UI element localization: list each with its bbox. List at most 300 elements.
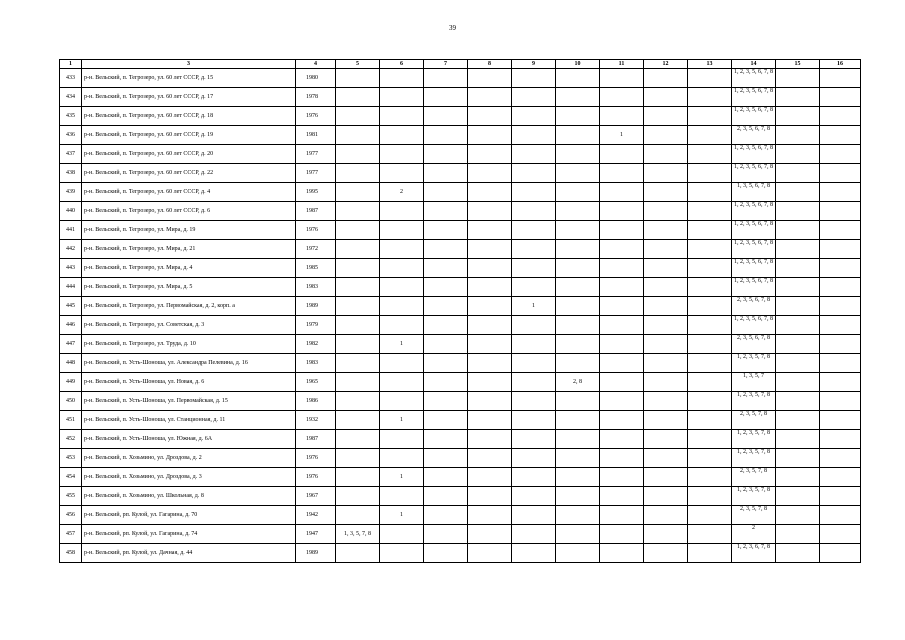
- col12-cell: [644, 335, 688, 354]
- col15-cell: [776, 107, 820, 126]
- col8-cell: [468, 164, 512, 183]
- col14-cell: 1, 2, 3, 5, 6, 7, 8: [732, 278, 776, 297]
- address-cell: р-н. Вельский, п. Тегрозеро, ул. Советская, д. 3: [82, 316, 296, 335]
- col10-cell: [556, 487, 600, 506]
- address-cell: р-н. Вельский, рп. Кулой, ул. Дачная, д. 44: [82, 544, 296, 563]
- col11-cell: [600, 164, 644, 183]
- col10-cell: [556, 259, 600, 278]
- col13-cell: [688, 259, 732, 278]
- col14-cell: 1, 2, 3, 5, 6, 7, 8: [732, 259, 776, 278]
- col11-cell: 1: [600, 126, 644, 145]
- col7-cell: [424, 335, 468, 354]
- col11-cell: [600, 487, 644, 506]
- col5-cell: [336, 506, 380, 525]
- col13-cell: [688, 335, 732, 354]
- col5-cell: [336, 88, 380, 107]
- year-cell: 1932: [296, 411, 336, 430]
- row-number: 449: [60, 373, 82, 392]
- col13-cell: [688, 544, 732, 563]
- col6-cell: 1: [380, 411, 424, 430]
- col16-cell: [820, 88, 861, 107]
- col11-cell: [600, 240, 644, 259]
- col7-cell: [424, 88, 468, 107]
- col13-cell: [688, 297, 732, 316]
- col10-cell: [556, 69, 600, 88]
- col12-cell: [644, 221, 688, 240]
- col13-cell: [688, 411, 732, 430]
- row-number: 456: [60, 506, 82, 525]
- col8-cell: [468, 335, 512, 354]
- year-cell: 1976: [296, 468, 336, 487]
- col8-cell: [468, 278, 512, 297]
- col8-cell: [468, 525, 512, 544]
- col11-cell: [600, 278, 644, 297]
- col16-cell: [820, 411, 861, 430]
- col5-cell: [336, 468, 380, 487]
- col12-cell: [644, 240, 688, 259]
- col12-cell: [644, 506, 688, 525]
- year-cell: 1976: [296, 221, 336, 240]
- year-cell: 1986: [296, 392, 336, 411]
- col16-cell: [820, 316, 861, 335]
- col11-cell: [600, 202, 644, 221]
- col15-cell: [776, 297, 820, 316]
- col7-cell: [424, 202, 468, 221]
- col13-cell: [688, 107, 732, 126]
- column-header: 6: [380, 60, 424, 69]
- col7-cell: [424, 392, 468, 411]
- col15-cell: [776, 221, 820, 240]
- col14-cell: 2, 3, 5, 6, 7, 8: [732, 126, 776, 145]
- col10-cell: [556, 354, 600, 373]
- col11-cell: [600, 88, 644, 107]
- col5-cell: [336, 183, 380, 202]
- col9-cell: [512, 259, 556, 278]
- col5-cell: [336, 335, 380, 354]
- col12-cell: [644, 259, 688, 278]
- address-cell: р-н. Вельский, п. Хозьмино, ул. Дроздова, д. 3: [82, 468, 296, 487]
- col7-cell: [424, 69, 468, 88]
- col9-cell: [512, 202, 556, 221]
- col12-cell: [644, 544, 688, 563]
- row-number: 454: [60, 468, 82, 487]
- col6-cell: [380, 373, 424, 392]
- col11-cell: [600, 259, 644, 278]
- address-cell: р-н. Вельский, п. Тегрозеро, ул. 60 лет СССР, д. 22: [82, 164, 296, 183]
- col9-cell: [512, 506, 556, 525]
- col10-cell: [556, 430, 600, 449]
- col10-cell: [556, 183, 600, 202]
- col6-cell: [380, 126, 424, 145]
- col8-cell: [468, 240, 512, 259]
- col8-cell: [468, 69, 512, 88]
- col15-cell: [776, 126, 820, 145]
- col6-cell: 2: [380, 183, 424, 202]
- col14-cell: 1, 3, 5, 6, 7, 8: [732, 183, 776, 202]
- col15-cell: [776, 525, 820, 544]
- row-number: 446: [60, 316, 82, 335]
- table-row: [60, 202, 861, 221]
- col16-cell: [820, 297, 861, 316]
- col8-cell: [468, 221, 512, 240]
- col13-cell: [688, 468, 732, 487]
- col15-cell: [776, 544, 820, 563]
- col10-cell: [556, 240, 600, 259]
- col16-cell: [820, 107, 861, 126]
- year-cell: 1977: [296, 164, 336, 183]
- col7-cell: [424, 411, 468, 430]
- col8-cell: [468, 468, 512, 487]
- col11-cell: [600, 411, 644, 430]
- column-header: 16: [820, 60, 861, 69]
- table-row: [60, 221, 861, 240]
- table-row: [60, 88, 861, 107]
- col14-cell: 1, 2, 3, 5, 6, 7, 8: [732, 88, 776, 107]
- table-row: [60, 69, 861, 88]
- col11-cell: [600, 69, 644, 88]
- col5-cell: [336, 297, 380, 316]
- address-cell: р-н. Вельский, п. Тегрозеро, ул. Мира, д. 19: [82, 221, 296, 240]
- col9-cell: [512, 278, 556, 297]
- year-cell: 1982: [296, 335, 336, 354]
- col5-cell: [336, 373, 380, 392]
- col6-cell: [380, 392, 424, 411]
- table-row: [60, 164, 861, 183]
- table-row: [60, 544, 861, 563]
- col9-cell: [512, 335, 556, 354]
- column-header: 7: [424, 60, 468, 69]
- row-number: 453: [60, 449, 82, 468]
- table-row: [60, 525, 861, 544]
- col16-cell: [820, 506, 861, 525]
- col7-cell: [424, 354, 468, 373]
- col7-cell: [424, 183, 468, 202]
- year-cell: 1972: [296, 240, 336, 259]
- col10-cell: [556, 411, 600, 430]
- address-cell: р-н. Вельский, п. Тегрозеро, ул. 60 лет СССР, д. 4: [82, 183, 296, 202]
- row-number: 448: [60, 354, 82, 373]
- table-row: [60, 392, 861, 411]
- col15-cell: [776, 487, 820, 506]
- col11-cell: [600, 449, 644, 468]
- col6-cell: [380, 164, 424, 183]
- col11-cell: [600, 506, 644, 525]
- col10-cell: [556, 164, 600, 183]
- col7-cell: [424, 468, 468, 487]
- col14-cell: 2, 3, 5, 7, 8: [732, 506, 776, 525]
- year-cell: 1995: [296, 183, 336, 202]
- col9-cell: 1: [512, 297, 556, 316]
- col12-cell: [644, 487, 688, 506]
- col14-cell: 2, 3, 5, 6, 7, 8: [732, 335, 776, 354]
- year-cell: 1989: [296, 297, 336, 316]
- col5-cell: 1, 3, 5, 7, 8: [336, 525, 380, 544]
- col13-cell: [688, 126, 732, 145]
- col9-cell: [512, 449, 556, 468]
- address-cell: р-н. Вельский, п. Тегрозеро, ул. Мира, д. 4: [82, 259, 296, 278]
- col15-cell: [776, 392, 820, 411]
- col13-cell: [688, 487, 732, 506]
- row-number: 457: [60, 525, 82, 544]
- col10-cell: [556, 278, 600, 297]
- col5-cell: [336, 69, 380, 88]
- row-number: 451: [60, 411, 82, 430]
- year-cell: 1987: [296, 202, 336, 221]
- table-row: [60, 430, 861, 449]
- col13-cell: [688, 373, 732, 392]
- col11-cell: [600, 373, 644, 392]
- col7-cell: [424, 107, 468, 126]
- col7-cell: [424, 240, 468, 259]
- col8-cell: [468, 449, 512, 468]
- col6-cell: [380, 69, 424, 88]
- col10-cell: [556, 126, 600, 145]
- col16-cell: [820, 69, 861, 88]
- column-header: 13: [688, 60, 732, 69]
- row-number: 452: [60, 430, 82, 449]
- building-registry-table: [59, 59, 861, 563]
- col15-cell: [776, 373, 820, 392]
- year-cell: 1979: [296, 316, 336, 335]
- col13-cell: [688, 392, 732, 411]
- col13-cell: [688, 69, 732, 88]
- table-row: [60, 506, 861, 525]
- col7-cell: [424, 259, 468, 278]
- col15-cell: [776, 183, 820, 202]
- col11-cell: [600, 430, 644, 449]
- col5-cell: [336, 107, 380, 126]
- col9-cell: [512, 183, 556, 202]
- col14-cell: 1, 2, 3, 5, 7, 8: [732, 487, 776, 506]
- col8-cell: [468, 126, 512, 145]
- year-cell: 1985: [296, 259, 336, 278]
- column-header: 8: [468, 60, 512, 69]
- row-number: 435: [60, 107, 82, 126]
- address-cell: р-н. Вельский, п. Усть-Шоноша, ул. Новая, д. 6: [82, 373, 296, 392]
- col12-cell: [644, 278, 688, 297]
- col16-cell: [820, 259, 861, 278]
- col9-cell: [512, 221, 556, 240]
- col8-cell: [468, 544, 512, 563]
- col16-cell: [820, 202, 861, 221]
- col9-cell: [512, 411, 556, 430]
- year-cell: 1980: [296, 69, 336, 88]
- table-row: [60, 354, 861, 373]
- table-row: [60, 145, 861, 164]
- col16-cell: [820, 145, 861, 164]
- col8-cell: [468, 487, 512, 506]
- col6-cell: [380, 278, 424, 297]
- col7-cell: [424, 164, 468, 183]
- row-number: 440: [60, 202, 82, 221]
- year-cell: 1981: [296, 126, 336, 145]
- col13-cell: [688, 316, 732, 335]
- row-number: 442: [60, 240, 82, 259]
- col16-cell: [820, 278, 861, 297]
- col12-cell: [644, 145, 688, 164]
- col6-cell: 1: [380, 335, 424, 354]
- year-cell: 1989: [296, 544, 336, 563]
- address-cell: р-н. Вельский, п. Тегрозеро, ул. 60 лет СССР, д. 17: [82, 88, 296, 107]
- col6-cell: [380, 316, 424, 335]
- col8-cell: [468, 259, 512, 278]
- col14-cell: 2, 3, 5, 7, 8: [732, 411, 776, 430]
- col8-cell: [468, 183, 512, 202]
- col6-cell: [380, 221, 424, 240]
- col12-cell: [644, 392, 688, 411]
- col13-cell: [688, 145, 732, 164]
- col15-cell: [776, 430, 820, 449]
- col13-cell: [688, 240, 732, 259]
- col9-cell: [512, 373, 556, 392]
- col14-cell: 1, 2, 3, 6, 7, 8: [732, 544, 776, 563]
- col16-cell: [820, 354, 861, 373]
- row-number: 445: [60, 297, 82, 316]
- col10-cell: [556, 506, 600, 525]
- col8-cell: [468, 430, 512, 449]
- col8-cell: [468, 202, 512, 221]
- address-cell: р-н. Вельский, п. Усть-Шоноша, ул. Станционная, д. 11: [82, 411, 296, 430]
- col10-cell: [556, 202, 600, 221]
- col9-cell: [512, 392, 556, 411]
- col7-cell: [424, 373, 468, 392]
- col6-cell: [380, 487, 424, 506]
- col13-cell: [688, 354, 732, 373]
- col12-cell: [644, 449, 688, 468]
- col9-cell: [512, 126, 556, 145]
- col12-cell: [644, 126, 688, 145]
- col12-cell: [644, 354, 688, 373]
- col11-cell: [600, 145, 644, 164]
- col7-cell: [424, 126, 468, 145]
- column-header: 15: [776, 60, 820, 69]
- col7-cell: [424, 449, 468, 468]
- col6-cell: 1: [380, 468, 424, 487]
- address-cell: р-н. Вельский, п. Тегрозеро, ул. Первомайская, д. 2, корп. а: [82, 297, 296, 316]
- col8-cell: [468, 506, 512, 525]
- col16-cell: [820, 392, 861, 411]
- table-row: [60, 373, 861, 392]
- address-cell: р-н. Вельский, п. Тегрозеро, ул. 60 лет СССР, д. 6: [82, 202, 296, 221]
- col6-cell: [380, 202, 424, 221]
- col13-cell: [688, 449, 732, 468]
- col16-cell: [820, 221, 861, 240]
- row-number: 438: [60, 164, 82, 183]
- col9-cell: [512, 354, 556, 373]
- col16-cell: [820, 240, 861, 259]
- col9-cell: [512, 468, 556, 487]
- col5-cell: [336, 259, 380, 278]
- col16-cell: [820, 468, 861, 487]
- row-number: 447: [60, 335, 82, 354]
- col15-cell: [776, 335, 820, 354]
- row-number: 443: [60, 259, 82, 278]
- col14-cell: 1, 2, 3, 5, 6, 7, 8: [732, 202, 776, 221]
- col12-cell: [644, 88, 688, 107]
- col16-cell: [820, 544, 861, 563]
- address-cell: р-н. Вельский, п. Тегрозеро, ул. Мира, д. 21: [82, 240, 296, 259]
- col16-cell: [820, 164, 861, 183]
- col5-cell: [336, 354, 380, 373]
- col8-cell: [468, 107, 512, 126]
- col15-cell: [776, 468, 820, 487]
- row-number: 433: [60, 69, 82, 88]
- col8-cell: [468, 392, 512, 411]
- row-number: 437: [60, 145, 82, 164]
- table-row: [60, 183, 861, 202]
- col12-cell: [644, 164, 688, 183]
- col11-cell: [600, 297, 644, 316]
- row-number: 436: [60, 126, 82, 145]
- address-cell: р-н. Вельский, п. Хозьмино, ул. Дроздова, д. 2: [82, 449, 296, 468]
- col15-cell: [776, 202, 820, 221]
- year-cell: 1942: [296, 506, 336, 525]
- col5-cell: [336, 145, 380, 164]
- col8-cell: [468, 145, 512, 164]
- table-row: [60, 126, 861, 145]
- col14-cell: 1, 2, 3, 5, 6, 7, 8: [732, 240, 776, 259]
- col5-cell: [336, 449, 380, 468]
- col11-cell: [600, 335, 644, 354]
- col16-cell: [820, 183, 861, 202]
- col6-cell: [380, 297, 424, 316]
- col11-cell: [600, 316, 644, 335]
- row-number: 439: [60, 183, 82, 202]
- col9-cell: [512, 240, 556, 259]
- col7-cell: [424, 430, 468, 449]
- col6-cell: [380, 449, 424, 468]
- page-number: 39: [449, 24, 456, 32]
- col10-cell: [556, 449, 600, 468]
- col10-cell: [556, 221, 600, 240]
- address-cell: р-н. Вельский, п. Тегрозеро, ул. 60 лет СССР, д. 18: [82, 107, 296, 126]
- col14-cell: 1, 2, 3, 5, 6, 7, 8: [732, 69, 776, 88]
- col16-cell: [820, 449, 861, 468]
- col11-cell: [600, 544, 644, 563]
- col12-cell: [644, 411, 688, 430]
- col10-cell: [556, 297, 600, 316]
- col13-cell: [688, 525, 732, 544]
- col5-cell: [336, 221, 380, 240]
- address-cell: р-н. Вельский, рп. Кулой, ул. Гагарина, д. 74: [82, 525, 296, 544]
- col6-cell: [380, 430, 424, 449]
- col13-cell: [688, 88, 732, 107]
- col9-cell: [512, 544, 556, 563]
- col7-cell: [424, 316, 468, 335]
- row-number: 434: [60, 88, 82, 107]
- col10-cell: [556, 525, 600, 544]
- year-cell: 1987: [296, 430, 336, 449]
- column-header: 11: [600, 60, 644, 69]
- col10-cell: [556, 335, 600, 354]
- col13-cell: [688, 506, 732, 525]
- col9-cell: [512, 69, 556, 88]
- col16-cell: [820, 525, 861, 544]
- col11-cell: [600, 392, 644, 411]
- col15-cell: [776, 164, 820, 183]
- column-header: 1: [60, 60, 82, 69]
- col9-cell: [512, 430, 556, 449]
- address-cell: р-н. Вельский, п. Усть-Шоноша, ул. Александра Пелевина, д. 16: [82, 354, 296, 373]
- col5-cell: [336, 278, 380, 297]
- year-cell: 1983: [296, 354, 336, 373]
- table-row: [60, 468, 861, 487]
- address-cell: р-н. Вельский, п. Тегрозеро, ул. Труда, д. 10: [82, 335, 296, 354]
- col15-cell: [776, 316, 820, 335]
- col11-cell: [600, 183, 644, 202]
- year-cell: 1965: [296, 373, 336, 392]
- col5-cell: [336, 392, 380, 411]
